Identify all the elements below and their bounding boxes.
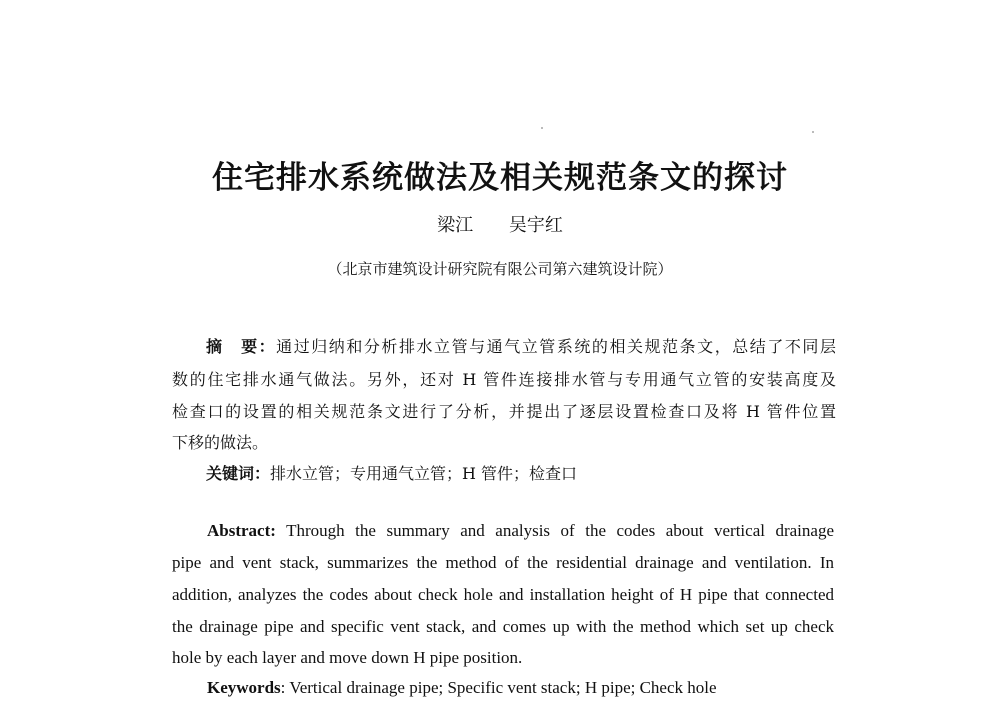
abstract-en-line: the drainage pipe and specific vent stack, and comes up with the method which set up check	[172, 617, 834, 636]
abstract-cn-line: 数的住宅排水通气做法。另外，还对 H 管件连接排水管与专用通气立管的安装高度及	[172, 370, 836, 389]
abstract-en-line: pipe and vent stack, summarizes the method of the residential drainage and ventilation. In	[172, 553, 834, 572]
abstract-en-line: addition, analyzes the codes about check hole and installation height of H pipe that connected	[172, 585, 834, 604]
authors: 梁江 吴宇红	[437, 215, 563, 236]
keywords-cn	[206, 461, 870, 484]
keywords-en	[207, 678, 869, 698]
scan-speck	[812, 131, 814, 133]
keywords-cn-text: 排水立管；专用通气立管；H 管件；检查口	[270, 464, 578, 483]
keywords-cn-label: 关键词：	[206, 464, 271, 483]
abstract-en-label: Abstract:	[207, 521, 276, 540]
abstract-cn-text: 通过归纳和分析排水立管与通气立管系统的相关规范条文，总结了不同层	[276, 337, 836, 356]
abstract-en-line	[207, 521, 834, 541]
affiliation: （北京市建筑设计研究院有限公司第六建筑设计院）	[327, 260, 673, 278]
keywords-en-label: Keywords	[207, 678, 281, 697]
scan-speck	[541, 127, 543, 129]
abstract-cn-line	[206, 334, 836, 357]
abstract-cn-label: 摘 要：	[206, 337, 277, 356]
paper-title: 住宅排水系统做法及相关规范条文的探讨	[212, 160, 788, 196]
abstract-cn-line: 下移的做法。	[172, 433, 269, 452]
abstract-cn-line: 检查口的设置的相关规范条文进行了分析，并提出了逐层设置检查口及将 H 管件位置	[172, 402, 836, 421]
abstract-en-line: hole by each layer and move down H pipe position.	[172, 648, 523, 667]
abstract-en-text: Through the summary and analysis of the codes about vertical drainage	[286, 521, 834, 540]
keywords-en-text: : Vertical drainage pipe; Specific vent stack; H pipe; Check hole	[280, 678, 717, 697]
